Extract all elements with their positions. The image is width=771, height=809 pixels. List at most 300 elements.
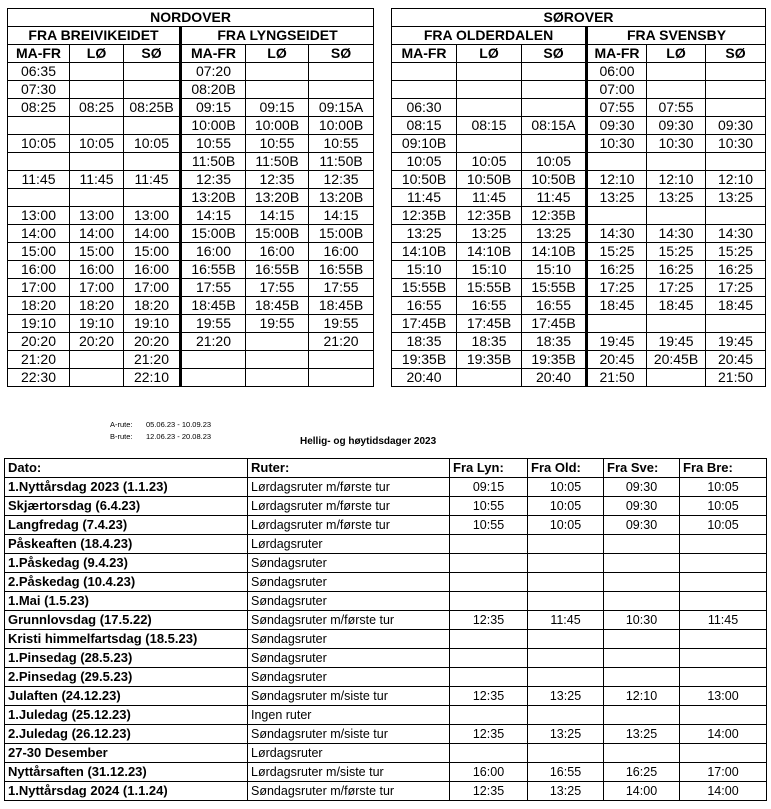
departure-time-cell xyxy=(8,153,70,171)
holiday-column-header: Fra Bre: xyxy=(680,459,767,478)
departure-time-cell: 21:20 xyxy=(124,351,181,369)
departure-time-cell: 13:20B xyxy=(181,189,246,207)
departure-time-cell: 10:05 xyxy=(522,153,587,171)
from-olderdalen-cell: 13:25 xyxy=(528,725,604,744)
legend-b-route xyxy=(110,432,211,441)
legend-b-label: B-rute: xyxy=(110,432,133,441)
departure-time-cell: 12:10 xyxy=(706,171,766,189)
holiday-route-cell: Lørdagsruter xyxy=(248,744,450,763)
column-header: SØ xyxy=(706,45,766,63)
from-svensby-cell xyxy=(604,668,680,687)
departure-time-cell xyxy=(70,81,124,99)
from-breivikeidet-cell xyxy=(680,630,767,649)
departure-time-cell: 16:00 xyxy=(246,243,309,261)
departure-time-cell xyxy=(70,117,124,135)
holiday-row xyxy=(5,630,767,649)
departure-time-cell: 19:35B xyxy=(457,351,522,369)
departure-time-cell: 15:10 xyxy=(457,261,522,279)
timetable-row xyxy=(8,153,374,171)
holiday-route-cell: Søndagsruter xyxy=(248,573,450,592)
departure-time-cell: 14:10B xyxy=(457,243,522,261)
departure-time-cell xyxy=(246,81,309,99)
from-lyngseidet-cell: 12:35 xyxy=(450,725,528,744)
departure-time-cell: 08:25 xyxy=(70,99,124,117)
timetable-row xyxy=(392,333,766,351)
from-lyngseidet-cell xyxy=(450,630,528,649)
departure-time-cell: 11:45 xyxy=(70,171,124,189)
departure-time-cell: 11:50B xyxy=(309,153,374,171)
from-breivikeidet-cell xyxy=(680,535,767,554)
column-header: LØ xyxy=(70,45,124,63)
from-breivikeidet-cell xyxy=(680,592,767,611)
departure-time-cell: 09:15A xyxy=(309,99,374,117)
departure-time-cell: 07:55 xyxy=(647,99,706,117)
departure-time-cell: 10:00B xyxy=(181,117,246,135)
departure-time-cell: 18:45 xyxy=(706,297,766,315)
holiday-row xyxy=(5,706,767,725)
departure-time-cell xyxy=(181,351,246,369)
group-lyngseidet: FRA LYNGSEIDET xyxy=(181,27,374,45)
departure-time-cell: 13:20B xyxy=(309,189,374,207)
departure-time-cell: 18:20 xyxy=(124,297,181,315)
departure-time-cell xyxy=(706,63,766,81)
departure-time-cell: 08:15A xyxy=(522,117,587,135)
departure-time-cell xyxy=(706,81,766,99)
timetable-row xyxy=(392,369,766,387)
timetable-row xyxy=(8,297,374,315)
departure-time-cell: 15:10 xyxy=(392,261,457,279)
group-svensby: FRA SVENSBY xyxy=(587,27,766,45)
departure-time-cell: 16:55B xyxy=(181,261,246,279)
holiday-row xyxy=(5,516,767,535)
departure-time-cell: 22:30 xyxy=(8,369,70,387)
column-header: SØ xyxy=(309,45,374,63)
departure-time-cell: 10:30 xyxy=(647,135,706,153)
from-svensby-cell xyxy=(604,592,680,611)
departure-time-cell: 09:15 xyxy=(246,99,309,117)
departure-time-cell xyxy=(124,189,181,207)
holiday-date-cell: Julaften (24.12.23) xyxy=(5,687,248,706)
departure-time-cell xyxy=(457,81,522,99)
departure-time-cell xyxy=(392,81,457,99)
departure-time-cell: 20:45 xyxy=(706,351,766,369)
from-lyngseidet-cell xyxy=(450,554,528,573)
departure-time-cell: 19:45 xyxy=(587,333,647,351)
holiday-route-cell: Lørdagsruter xyxy=(248,535,450,554)
departure-time-cell: 16:00 xyxy=(181,243,246,261)
departure-time-cell: 22:10 xyxy=(124,369,181,387)
timetable-row xyxy=(392,225,766,243)
from-svensby-cell xyxy=(604,554,680,573)
departure-time-cell: 18:45 xyxy=(587,297,647,315)
departure-time-cell: 12:35B xyxy=(392,207,457,225)
departure-time-cell xyxy=(8,117,70,135)
holiday-date-cell: Langfredag (7.4.23) xyxy=(5,516,248,535)
departure-time-cell: 16:55B xyxy=(309,261,374,279)
departure-time-cell: 10:05 xyxy=(124,135,181,153)
departure-time-cell: 10:05 xyxy=(8,135,70,153)
timetable-row xyxy=(8,99,374,117)
timetable-row xyxy=(392,63,766,81)
from-olderdalen-cell xyxy=(528,554,604,573)
holiday-date-cell: 2.Juledag (26.12.23) xyxy=(5,725,248,744)
holiday-route-cell: Søndagsruter xyxy=(248,649,450,668)
timetable-row xyxy=(392,351,766,369)
departure-time-cell: 17:00 xyxy=(70,279,124,297)
departure-time-cell: 06:00 xyxy=(587,63,647,81)
departure-time-cell: 10:55 xyxy=(309,135,374,153)
from-lyngseidet-cell: 12:35 xyxy=(450,611,528,630)
departure-time-cell xyxy=(706,153,766,171)
departure-time-cell: 11:50B xyxy=(246,153,309,171)
departure-time-cell: 19:45 xyxy=(706,333,766,351)
legend-a-dates: 05.06.23 - 10.09.23 xyxy=(146,420,212,429)
departure-time-cell: 18:45 xyxy=(647,297,706,315)
from-olderdalen-cell xyxy=(528,668,604,687)
from-olderdalen-cell: 10:05 xyxy=(528,497,604,516)
timetable-row xyxy=(392,279,766,297)
departure-time-cell: 08:25B xyxy=(124,99,181,117)
departure-time-cell: 12:10 xyxy=(647,171,706,189)
departure-time-cell: 17:55 xyxy=(309,279,374,297)
departure-time-cell xyxy=(181,369,246,387)
timetable-row xyxy=(392,297,766,315)
departure-time-cell: 13:25 xyxy=(392,225,457,243)
departure-time-cell xyxy=(309,351,374,369)
nordover-table xyxy=(7,8,374,387)
departure-time-cell: 07:30 xyxy=(8,81,70,99)
holiday-row xyxy=(5,744,767,763)
from-breivikeidet-cell xyxy=(680,668,767,687)
departure-time-cell: 14:30 xyxy=(706,225,766,243)
departure-time-cell xyxy=(70,369,124,387)
from-svensby-cell xyxy=(604,535,680,554)
holiday-row xyxy=(5,592,767,611)
from-svensby-cell: 10:30 xyxy=(604,611,680,630)
holiday-date-cell: 1.Juledag (25.12.23) xyxy=(5,706,248,725)
holiday-column-header: Fra Lyn: xyxy=(450,459,528,478)
holiday-date-cell: 1.Påskedag (9.4.23) xyxy=(5,554,248,573)
from-lyngseidet-cell: 10:55 xyxy=(450,516,528,535)
departure-time-cell: 15:25 xyxy=(706,243,766,261)
departure-time-cell: 15:10 xyxy=(522,261,587,279)
from-breivikeidet-cell xyxy=(680,744,767,763)
departure-time-cell xyxy=(246,369,309,387)
departure-time-cell xyxy=(70,351,124,369)
column-header: MA-FR xyxy=(8,45,70,63)
timetable-row xyxy=(8,369,374,387)
departure-time-cell: 21:50 xyxy=(706,369,766,387)
departure-time-cell: 13:25 xyxy=(457,225,522,243)
from-lyngseidet-cell xyxy=(450,573,528,592)
departure-time-cell xyxy=(457,63,522,81)
departure-time-cell: 15:25 xyxy=(647,243,706,261)
from-svensby-cell: 16:25 xyxy=(604,763,680,782)
timetable-row xyxy=(8,333,374,351)
departure-time-cell: 14:00 xyxy=(70,225,124,243)
from-lyngseidet-cell: 09:15 xyxy=(450,478,528,497)
departure-time-cell: 19:10 xyxy=(8,315,70,333)
departure-time-cell: 20:45 xyxy=(587,351,647,369)
departure-time-cell xyxy=(70,63,124,81)
departure-time-cell: 19:10 xyxy=(124,315,181,333)
departure-time-cell xyxy=(647,369,706,387)
holiday-date-cell: 1.Nyttårsdag 2024 (1.1.24) xyxy=(5,782,248,801)
departure-time-cell: 18:45B xyxy=(181,297,246,315)
from-breivikeidet-cell: 13:00 xyxy=(680,687,767,706)
departure-time-cell xyxy=(70,153,124,171)
departure-time-cell: 18:35 xyxy=(522,333,587,351)
holiday-column-header: Ruter: xyxy=(248,459,450,478)
holiday-route-cell: Søndagsruter xyxy=(248,630,450,649)
column-header: SØ xyxy=(522,45,587,63)
column-header: MA-FR xyxy=(181,45,246,63)
departure-time-cell: 11:45 xyxy=(8,171,70,189)
from-olderdalen-cell xyxy=(528,630,604,649)
holiday-row xyxy=(5,478,767,497)
from-olderdalen-cell xyxy=(528,535,604,554)
departure-time-cell: 11:45 xyxy=(392,189,457,207)
departure-time-cell: 11:50B xyxy=(181,153,246,171)
departure-time-cell: 10:55 xyxy=(246,135,309,153)
holiday-date-cell: 2.Påskedag (10.4.23) xyxy=(5,573,248,592)
from-breivikeidet-cell: 17:00 xyxy=(680,763,767,782)
timetable-row xyxy=(392,207,766,225)
departure-time-cell: 14:15 xyxy=(309,207,374,225)
departure-time-cell: 13:25 xyxy=(522,225,587,243)
from-svensby-cell: 12:10 xyxy=(604,687,680,706)
departure-time-cell: 18:35 xyxy=(457,333,522,351)
departure-time-cell xyxy=(522,63,587,81)
departure-time-cell: 09:30 xyxy=(647,117,706,135)
holiday-route-cell: Lørdagsruter m/første tur xyxy=(248,497,450,516)
timetable-row xyxy=(392,153,766,171)
departure-time-cell: 08:15 xyxy=(457,117,522,135)
departure-time-cell: 11:45 xyxy=(457,189,522,207)
nordover-title: NORDOVER xyxy=(8,9,374,27)
from-breivikeidet-cell xyxy=(680,573,767,592)
departure-time-cell xyxy=(522,99,587,117)
departure-time-cell: 12:35B xyxy=(522,207,587,225)
departure-time-cell xyxy=(457,369,522,387)
from-svensby-cell xyxy=(604,706,680,725)
holiday-table xyxy=(4,458,767,801)
departure-time-cell: 17:45B xyxy=(392,315,457,333)
from-olderdalen-cell xyxy=(528,649,604,668)
sorover-title: SØROVER xyxy=(392,9,766,27)
departure-time-cell: 17:25 xyxy=(706,279,766,297)
timetable-row xyxy=(392,81,766,99)
departure-time-cell: 12:35 xyxy=(181,171,246,189)
column-header: MA-FR xyxy=(392,45,457,63)
group-breivikeidet: FRA BREIVIKEIDET xyxy=(8,27,181,45)
departure-time-cell: 09:15 xyxy=(181,99,246,117)
from-olderdalen-cell xyxy=(528,706,604,725)
from-lyngseidet-cell xyxy=(450,744,528,763)
departure-time-cell: 13:00 xyxy=(70,207,124,225)
holiday-row xyxy=(5,535,767,554)
holiday-row xyxy=(5,725,767,744)
departure-time-cell: 16:55 xyxy=(522,297,587,315)
holiday-row xyxy=(5,611,767,630)
from-svensby-cell xyxy=(604,649,680,668)
holiday-route-cell: Lørdagsruter m/første tur xyxy=(248,516,450,535)
holiday-date-cell: Nyttårsaften (31.12.23) xyxy=(5,763,248,782)
holiday-row xyxy=(5,782,767,801)
departure-time-cell xyxy=(309,369,374,387)
holiday-date-cell: Påskeaften (18.4.23) xyxy=(5,535,248,554)
departure-time-cell: 15:00 xyxy=(124,243,181,261)
timetable-row xyxy=(8,261,374,279)
departure-time-cell: 08:15 xyxy=(392,117,457,135)
departure-time-cell: 08:20B xyxy=(181,81,246,99)
departure-time-cell: 08:25 xyxy=(8,99,70,117)
departure-time-cell xyxy=(647,63,706,81)
departure-time-cell: 15:55B xyxy=(522,279,587,297)
departure-time-cell: 14:10B xyxy=(522,243,587,261)
departure-time-cell: 15:25 xyxy=(587,243,647,261)
legend-a-label: A-rute: xyxy=(110,420,133,429)
from-lyngseidet-cell xyxy=(450,668,528,687)
departure-time-cell: 19:55 xyxy=(181,315,246,333)
from-breivikeidet-cell xyxy=(680,649,767,668)
departure-time-cell: 19:35B xyxy=(522,351,587,369)
from-olderdalen-cell xyxy=(528,744,604,763)
timetable-row xyxy=(8,63,374,81)
from-lyngseidet-cell: 12:35 xyxy=(450,687,528,706)
group-olderdalen: FRA OLDERDALEN xyxy=(392,27,587,45)
from-svensby-cell: 14:00 xyxy=(604,782,680,801)
from-breivikeidet-cell: 10:05 xyxy=(680,516,767,535)
departure-time-cell xyxy=(457,99,522,117)
from-breivikeidet-cell: 10:05 xyxy=(680,497,767,516)
departure-time-cell: 14:30 xyxy=(647,225,706,243)
departure-time-cell: 13:25 xyxy=(647,189,706,207)
departure-time-cell: 10:50B xyxy=(522,171,587,189)
holiday-row xyxy=(5,687,767,706)
holiday-date-cell: Kristi himmelfartsdag (18.5.23) xyxy=(5,630,248,649)
timetable-row xyxy=(8,315,374,333)
departure-time-cell xyxy=(647,207,706,225)
departure-time-cell: 17:45B xyxy=(457,315,522,333)
timetable-row xyxy=(392,243,766,261)
holiday-route-cell: Søndagsruter xyxy=(248,554,450,573)
from-svensby-cell: 09:30 xyxy=(604,497,680,516)
legend-a-route xyxy=(110,420,211,429)
holiday-row xyxy=(5,573,767,592)
departure-time-cell xyxy=(647,81,706,99)
departure-time-cell: 15:55B xyxy=(457,279,522,297)
departure-time-cell: 14:00 xyxy=(124,225,181,243)
departure-time-cell: 16:00 xyxy=(70,261,124,279)
holiday-route-cell: Lørdagsruter m/første tur xyxy=(248,478,450,497)
from-olderdalen-cell xyxy=(528,592,604,611)
holiday-row xyxy=(5,668,767,687)
departure-time-cell: 19:35B xyxy=(392,351,457,369)
departure-time-cell: 14:15 xyxy=(246,207,309,225)
departure-time-cell: 21:20 xyxy=(309,333,374,351)
holiday-date-cell: 1.Nyttårsdag 2023 (1.1.23) xyxy=(5,478,248,497)
departure-time-cell: 10:30 xyxy=(587,135,647,153)
departure-time-cell: 10:00B xyxy=(246,117,309,135)
departure-time-cell: 10:30 xyxy=(706,135,766,153)
from-lyngseidet-cell: 12:35 xyxy=(450,782,528,801)
departure-time-cell: 15:55B xyxy=(392,279,457,297)
from-lyngseidet-cell xyxy=(450,535,528,554)
from-lyngseidet-cell: 16:00 xyxy=(450,763,528,782)
column-header: LØ xyxy=(647,45,706,63)
departure-time-cell: 16:00 xyxy=(124,261,181,279)
from-svensby-cell: 13:25 xyxy=(604,725,680,744)
departure-time-cell: 20:20 xyxy=(124,333,181,351)
departure-time-cell: 12:35 xyxy=(246,171,309,189)
departure-time-cell xyxy=(457,135,522,153)
timetable-row xyxy=(392,135,766,153)
departure-time-cell: 18:45B xyxy=(246,297,309,315)
column-header: SØ xyxy=(124,45,181,63)
holiday-title: Hellig- og høytidsdager 2023 xyxy=(300,436,437,447)
departure-time-cell: 10:05 xyxy=(70,135,124,153)
departure-time-cell xyxy=(8,189,70,207)
from-olderdalen-cell: 10:05 xyxy=(528,516,604,535)
holiday-row xyxy=(5,497,767,516)
departure-time-cell xyxy=(124,153,181,171)
departure-time-cell xyxy=(522,81,587,99)
from-lyngseidet-cell xyxy=(450,649,528,668)
departure-time-cell: 20:40 xyxy=(522,369,587,387)
timetable-row xyxy=(8,243,374,261)
departure-time-cell xyxy=(647,153,706,171)
departure-time-cell xyxy=(70,189,124,207)
departure-time-cell: 12:10 xyxy=(587,171,647,189)
holiday-row xyxy=(5,649,767,668)
departure-time-cell: 19:55 xyxy=(246,315,309,333)
departure-time-cell: 13:00 xyxy=(124,207,181,225)
departure-time-cell: 10:55 xyxy=(181,135,246,153)
departure-time-cell xyxy=(647,315,706,333)
departure-time-cell: 16:00 xyxy=(8,261,70,279)
departure-time-cell: 18:20 xyxy=(70,297,124,315)
timetable-row xyxy=(8,171,374,189)
from-olderdalen-cell: 16:55 xyxy=(528,763,604,782)
departure-time-cell: 16:00 xyxy=(309,243,374,261)
departure-time-cell xyxy=(246,351,309,369)
departure-time-cell: 15:00B xyxy=(246,225,309,243)
holiday-route-cell: Søndagsruter xyxy=(248,592,450,611)
departure-time-cell: 20:45B xyxy=(647,351,706,369)
holiday-column-header: Fra Old: xyxy=(528,459,604,478)
from-breivikeidet-cell xyxy=(680,706,767,725)
departure-time-cell: 17:00 xyxy=(124,279,181,297)
departure-time-cell xyxy=(309,81,374,99)
timetable-row xyxy=(392,171,766,189)
departure-time-cell: 07:55 xyxy=(587,99,647,117)
departure-time-cell: 16:55 xyxy=(392,297,457,315)
departure-time-cell: 21:20 xyxy=(181,333,246,351)
from-svensby-cell: 09:30 xyxy=(604,516,680,535)
holiday-route-cell: Ingen ruter xyxy=(248,706,450,725)
departure-time-cell: 15:00 xyxy=(8,243,70,261)
timetable-row xyxy=(8,81,374,99)
holiday-route-cell: Søndagsruter xyxy=(248,668,450,687)
departure-time-cell: 17:25 xyxy=(587,279,647,297)
timetable-row xyxy=(8,279,374,297)
departure-time-cell xyxy=(522,135,587,153)
from-breivikeidet-cell: 14:00 xyxy=(680,725,767,744)
departure-time-cell: 14:00 xyxy=(8,225,70,243)
departure-time-cell xyxy=(392,63,457,81)
timetable-row xyxy=(8,225,374,243)
